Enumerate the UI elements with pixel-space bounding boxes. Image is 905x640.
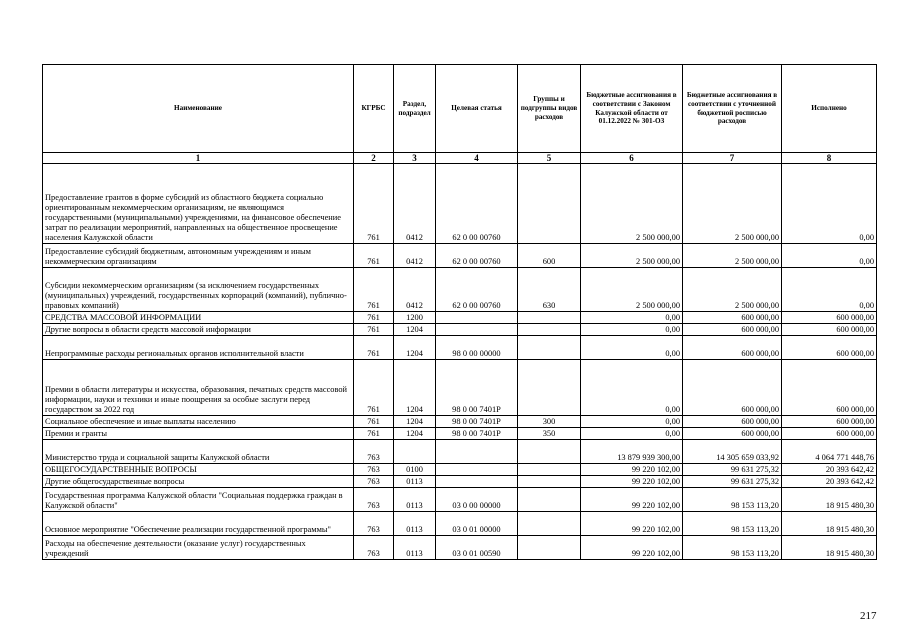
table-row	[43, 428, 877, 440]
row-expense-group	[518, 440, 581, 464]
row-expense-group	[518, 464, 581, 476]
row-target-article: 03 0 00 00000	[436, 488, 518, 512]
row-refined-amount: 2 500 000,00	[683, 244, 782, 268]
row-law-amount: 0,00	[581, 428, 683, 440]
row-kgrbs: 763	[354, 512, 394, 536]
row-expense-group	[518, 360, 581, 416]
column-number: 7	[683, 153, 782, 164]
row-name: Другие общегосударственные вопросы	[43, 476, 354, 488]
row-target-article	[436, 476, 518, 488]
table-row	[43, 336, 877, 360]
row-section: 1204	[394, 428, 436, 440]
row-name: Премии и гранты	[43, 428, 354, 440]
table-row	[43, 312, 877, 324]
header-kgrbs: КГРБС	[354, 65, 394, 153]
row-law-amount: 0,00	[581, 336, 683, 360]
row-expense-group: 600	[518, 244, 581, 268]
row-kgrbs: 763	[354, 488, 394, 512]
row-executed-amount: 18 915 480,30	[782, 512, 877, 536]
budget-execution-table	[42, 64, 877, 560]
row-refined-amount: 600 000,00	[683, 324, 782, 336]
row-section: 0113	[394, 476, 436, 488]
row-law-amount: 2 500 000,00	[581, 164, 683, 244]
row-executed-amount: 0,00	[782, 268, 877, 312]
row-refined-amount: 99 631 275,32	[683, 476, 782, 488]
row-refined-amount: 600 000,00	[683, 428, 782, 440]
row-executed-amount: 600 000,00	[782, 360, 877, 416]
row-section: 0412	[394, 244, 436, 268]
row-refined-amount: 99 631 275,32	[683, 464, 782, 476]
row-expense-group: 350	[518, 428, 581, 440]
row-expense-group	[518, 324, 581, 336]
row-name: Предоставление субсидий бюджетным, автономным учреждениям и иным некоммерческим организациям	[43, 244, 354, 268]
table-row	[43, 464, 877, 476]
row-target-article	[436, 324, 518, 336]
row-executed-amount: 20 393 642,42	[782, 476, 877, 488]
table-row	[43, 244, 877, 268]
row-target-article: 03 0 01 00000	[436, 512, 518, 536]
row-name: Министерство труда и социальной защиты Калужской области	[43, 440, 354, 464]
row-name: Социальное обеспечение и иные выплаты населению	[43, 416, 354, 428]
row-name: Субсидии некоммерческим организациям (за исключением государственных (муниципальных) учреждений, государственных корпораций (компаний), публично-правовых компаний)	[43, 268, 354, 312]
row-refined-amount: 98 153 113,20	[683, 536, 782, 560]
row-refined-amount: 98 153 113,20	[683, 488, 782, 512]
row-section: 0113	[394, 536, 436, 560]
row-target-article: 98 0 00 7401P	[436, 416, 518, 428]
row-law-amount: 99 220 102,00	[581, 464, 683, 476]
row-executed-amount: 0,00	[782, 244, 877, 268]
row-section: 0412	[394, 268, 436, 312]
column-number: 2	[354, 153, 394, 164]
row-name: Премии в области литературы и искусства, образования, печатных средств массовой информации, науки и техники и иные поощрения за особые заслуги перед государством за 2022 год	[43, 360, 354, 416]
row-refined-amount: 14 305 659 033,92	[683, 440, 782, 464]
row-name: СРЕДСТВА МАССОВОЙ ИНФОРМАЦИИ	[43, 312, 354, 324]
row-expense-group: 300	[518, 416, 581, 428]
row-section: 0113	[394, 512, 436, 536]
row-kgrbs: 761	[354, 164, 394, 244]
header-group: Группы и подгруппы видов расходов	[518, 65, 581, 153]
row-kgrbs: 763	[354, 536, 394, 560]
row-target-article: 62 0 00 00760	[436, 244, 518, 268]
row-executed-amount: 600 000,00	[782, 312, 877, 324]
row-section: 1204	[394, 336, 436, 360]
table-row	[43, 476, 877, 488]
row-section	[394, 440, 436, 464]
row-executed-amount: 4 064 771 448,76	[782, 440, 877, 464]
row-expense-group: 630	[518, 268, 581, 312]
row-expense-group	[518, 164, 581, 244]
header-section: Раздел, подраздел	[394, 65, 436, 153]
row-expense-group	[518, 476, 581, 488]
row-kgrbs: 761	[354, 416, 394, 428]
row-name: Непрограммные расходы региональных органов исполнительной власти	[43, 336, 354, 360]
column-number: 5	[518, 153, 581, 164]
row-executed-amount: 18 915 480,30	[782, 536, 877, 560]
header-name: Наименование	[43, 65, 354, 153]
row-law-amount: 99 220 102,00	[581, 488, 683, 512]
row-target-article: 62 0 00 00760	[436, 268, 518, 312]
table-row	[43, 164, 877, 244]
table-row	[43, 360, 877, 416]
row-kgrbs: 761	[354, 324, 394, 336]
row-law-amount: 99 220 102,00	[581, 512, 683, 536]
row-kgrbs: 761	[354, 268, 394, 312]
row-refined-amount: 600 000,00	[683, 416, 782, 428]
row-target-article: 98 0 00 7401P	[436, 428, 518, 440]
row-target-article: 98 0 00 7401P	[436, 360, 518, 416]
row-law-amount: 0,00	[581, 360, 683, 416]
row-name: Расходы на обеспечение деятельности (оказание услуг) государственных учреждений	[43, 536, 354, 560]
row-law-amount: 13 879 939 300,00	[581, 440, 683, 464]
row-law-amount: 0,00	[581, 312, 683, 324]
row-refined-amount: 600 000,00	[683, 360, 782, 416]
row-target-article: 03 0 01 00590	[436, 536, 518, 560]
row-law-amount: 2 500 000,00	[581, 244, 683, 268]
column-number: 8	[782, 153, 877, 164]
row-expense-group	[518, 512, 581, 536]
row-section: 1204	[394, 416, 436, 428]
row-section: 0412	[394, 164, 436, 244]
row-kgrbs: 761	[354, 428, 394, 440]
row-law-amount: 99 220 102,00	[581, 476, 683, 488]
header-done: Исполнено	[782, 65, 877, 153]
row-refined-amount: 2 500 000,00	[683, 164, 782, 244]
row-target-article: 98 0 00 00000	[436, 336, 518, 360]
row-executed-amount: 600 000,00	[782, 336, 877, 360]
column-number: 6	[581, 153, 683, 164]
row-executed-amount: 0,00	[782, 164, 877, 244]
row-section: 1200	[394, 312, 436, 324]
row-kgrbs: 763	[354, 476, 394, 488]
row-law-amount: 99 220 102,00	[581, 536, 683, 560]
row-kgrbs: 761	[354, 336, 394, 360]
row-section: 0113	[394, 488, 436, 512]
header-row	[43, 65, 877, 153]
row-executed-amount: 18 915 480,30	[782, 488, 877, 512]
row-refined-amount: 600 000,00	[683, 336, 782, 360]
row-refined-amount: 98 153 113,20	[683, 512, 782, 536]
column-number: 1	[43, 153, 354, 164]
row-expense-group	[518, 536, 581, 560]
table-row	[43, 268, 877, 312]
row-section: 0100	[394, 464, 436, 476]
page-number: 217	[860, 610, 877, 622]
row-section: 1204	[394, 324, 436, 336]
row-law-amount: 0,00	[581, 324, 683, 336]
header-refined: Бюджетные ассигнования в соответствии с уточненной бюджетной росписью расходов	[683, 65, 782, 153]
row-kgrbs: 763	[354, 464, 394, 476]
table-row	[43, 324, 877, 336]
row-expense-group	[518, 488, 581, 512]
row-executed-amount: 20 393 642,42	[782, 464, 877, 476]
row-kgrbs: 763	[354, 440, 394, 464]
table-row	[43, 440, 877, 464]
column-number-row	[43, 153, 877, 164]
table-body	[43, 164, 877, 560]
row-name: ОБЩЕГОСУДАРСТВЕННЫЕ ВОПРОСЫ	[43, 464, 354, 476]
row-name: Предоставление грантов в форме субсидий из областного бюджета социально ориентированным некоммерческим организациям, не являющимся государственными (муниципальными) учреждениями, на финансовое обеспечение затрат по реализации мероприятий, направленных на общественное просвещение населения Калужской области	[43, 164, 354, 244]
header-law: Бюджетные ассигнования в соответствии с Законом Калужской области от 01.12.2022 № 301-ОЗ	[581, 65, 683, 153]
row-executed-amount: 600 000,00	[782, 416, 877, 428]
header-target: Целевая статья	[436, 65, 518, 153]
table-row	[43, 416, 877, 428]
row-kgrbs: 761	[354, 360, 394, 416]
column-number: 4	[436, 153, 518, 164]
row-executed-amount: 600 000,00	[782, 428, 877, 440]
row-target-article	[436, 440, 518, 464]
table-row	[43, 536, 877, 560]
row-expense-group	[518, 336, 581, 360]
row-law-amount: 0,00	[581, 416, 683, 428]
row-target-article	[436, 312, 518, 324]
row-executed-amount: 600 000,00	[782, 324, 877, 336]
row-section: 1204	[394, 360, 436, 416]
row-refined-amount: 600 000,00	[683, 312, 782, 324]
row-kgrbs: 761	[354, 244, 394, 268]
row-name: Основное мероприятие "Обеспечение реализации государственной программы"	[43, 512, 354, 536]
row-kgrbs: 761	[354, 312, 394, 324]
row-expense-group	[518, 312, 581, 324]
row-name: Государственная программа Калужской области "Социальная поддержка граждан в Калужской области"	[43, 488, 354, 512]
row-target-article: 62 0 00 00760	[436, 164, 518, 244]
row-refined-amount: 2 500 000,00	[683, 268, 782, 312]
row-name: Другие вопросы в области средств массовой информации	[43, 324, 354, 336]
row-target-article	[436, 464, 518, 476]
table-row	[43, 512, 877, 536]
column-number: 3	[394, 153, 436, 164]
row-law-amount: 2 500 000,00	[581, 268, 683, 312]
table-row	[43, 488, 877, 512]
